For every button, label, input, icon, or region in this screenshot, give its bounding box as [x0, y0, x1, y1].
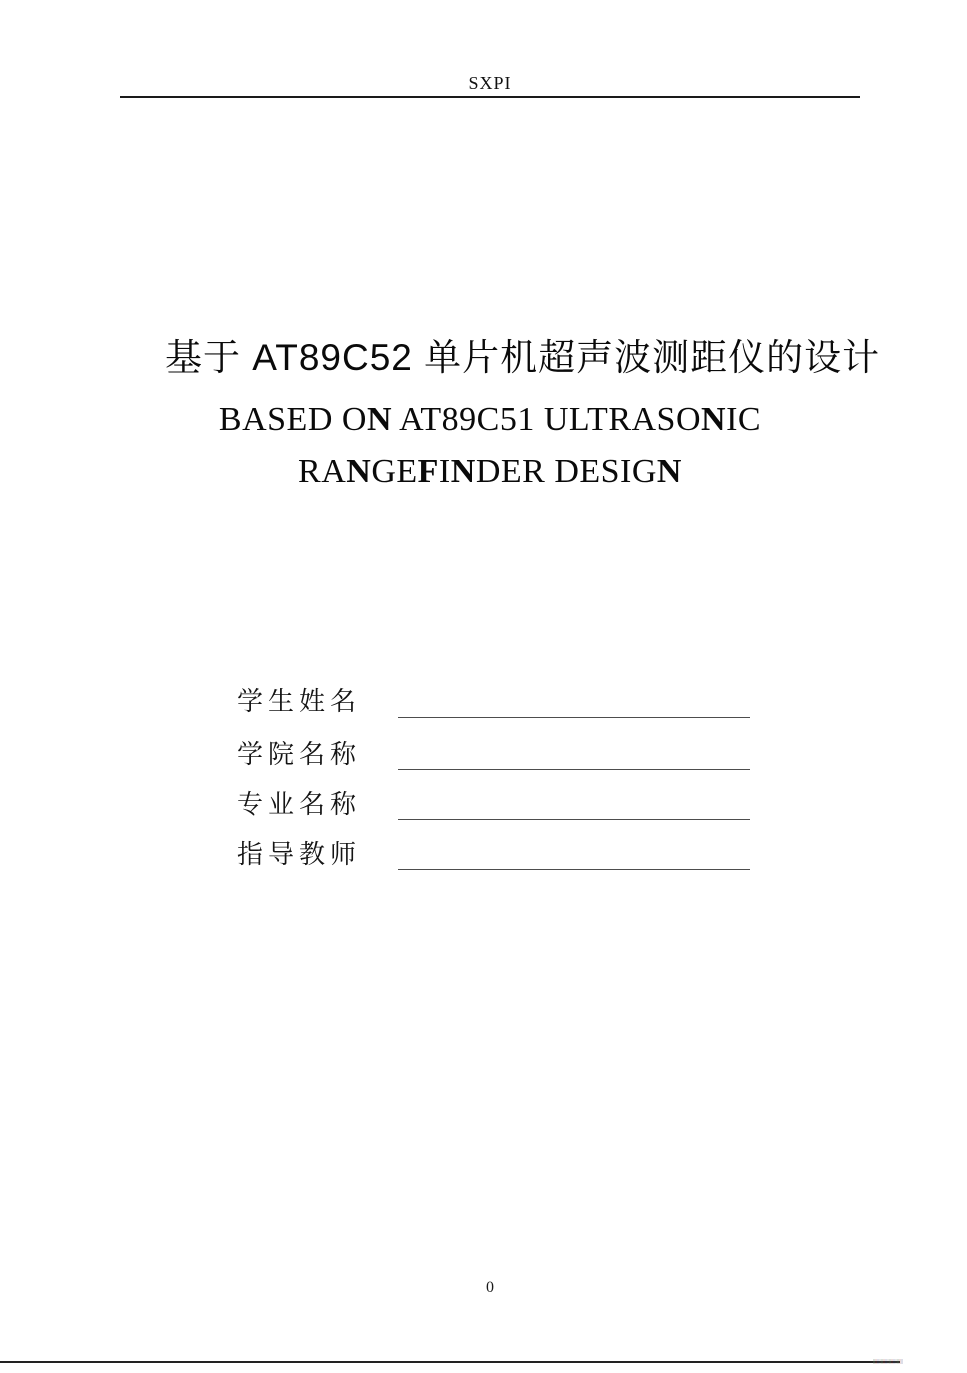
document-title-english-line2: RANGEFINDER DESIGN	[298, 453, 682, 490]
document-title-chinese: 基于 AT89C52 单片机超声波测距仪的设计	[165, 337, 881, 378]
form-row-college-name	[0, 739, 967, 775]
student-name-field-line	[398, 717, 750, 718]
page-number: 0	[486, 1279, 494, 1296]
major-name-field-line	[398, 819, 750, 820]
document-title-english-line1: BASED ON AT89C51 ULTRASONIC	[218, 401, 762, 438]
advisor-label: 指导教师	[237, 839, 362, 869]
form-row-student-name	[0, 686, 967, 722]
footer-rule	[0, 1361, 900, 1363]
header-rule	[120, 96, 860, 98]
form-row-major-name	[0, 789, 967, 825]
major-name-label: 专业名称	[237, 789, 362, 819]
page-header-text: SXPI	[468, 73, 512, 93]
footer-artifact	[873, 1359, 903, 1364]
student-name-label: 学生姓名	[237, 686, 362, 716]
advisor-field-line	[398, 869, 750, 870]
college-name-label: 学院名称	[237, 739, 362, 769]
college-name-field-line	[398, 769, 750, 770]
form-row-advisor	[0, 839, 967, 875]
